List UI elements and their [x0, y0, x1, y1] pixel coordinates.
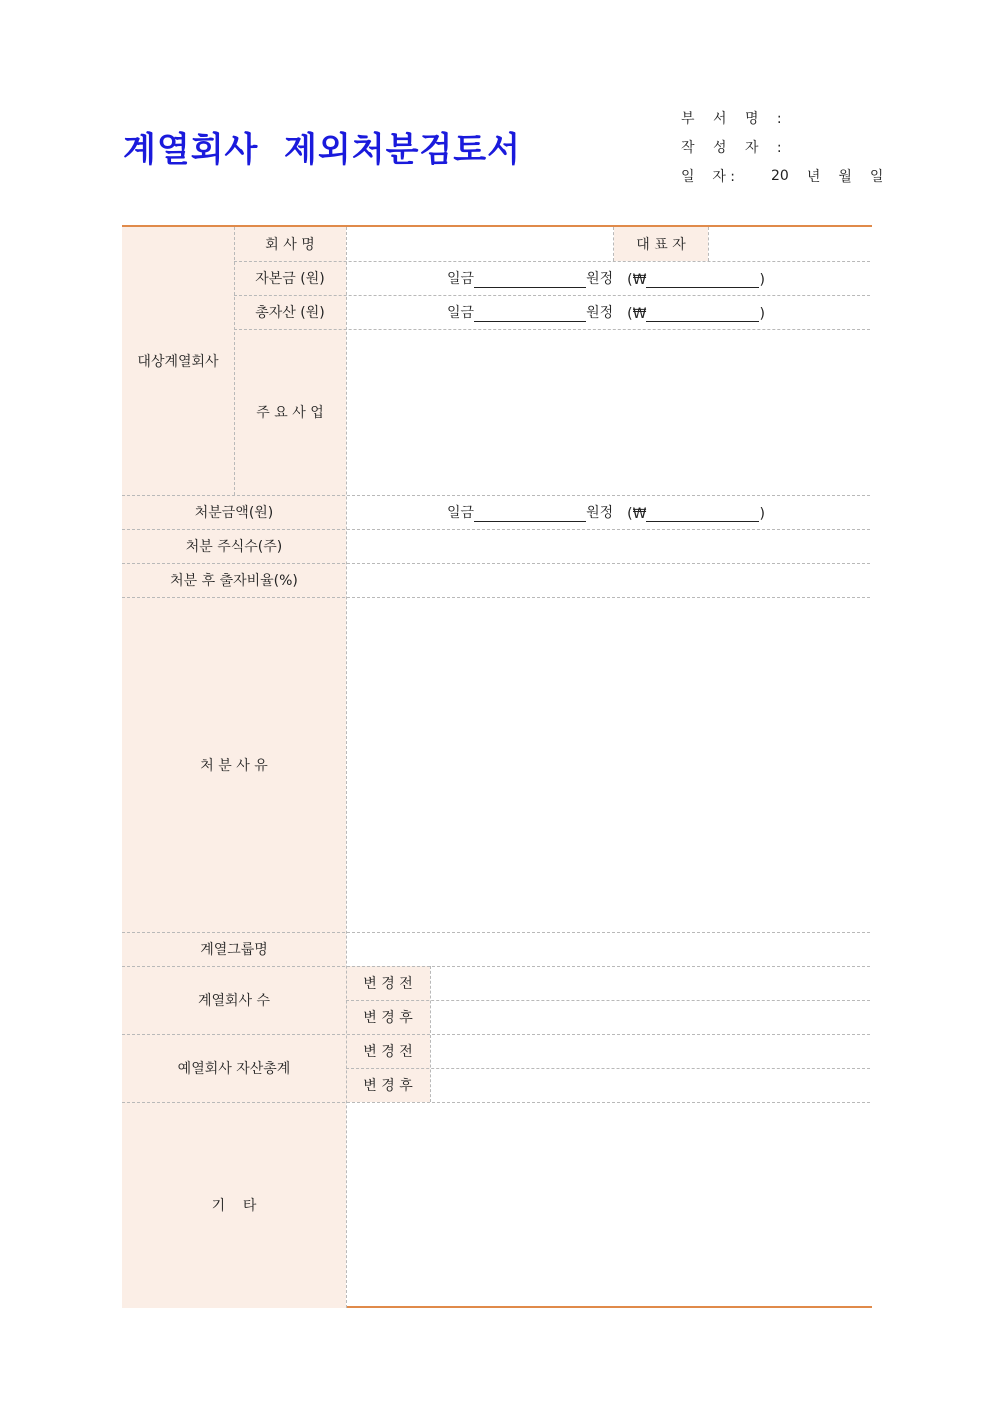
affiliate-assets-label: 예열회사 자산총계 — [122, 1034, 346, 1102]
disposal-shares-label: 처분 주식수(주) — [122, 529, 346, 563]
money-suffix: 원정 — [586, 505, 614, 521]
affiliate-count-before-field[interactable] — [431, 966, 871, 1000]
affiliate-assets-after-field[interactable] — [431, 1068, 871, 1102]
affiliate-count-after-field[interactable] — [431, 1000, 871, 1034]
won-close: ) — [759, 506, 765, 522]
amount-blank[interactable] — [474, 305, 586, 322]
date-year-unit: 년 — [806, 168, 821, 185]
affiliate-count-before-label: 변 경 전 — [346, 966, 430, 1000]
review-form — [122, 225, 872, 1308]
column-divider — [430, 966, 431, 1102]
row-divider — [122, 1102, 870, 1103]
dept-row — [681, 103, 895, 132]
main-business-label: 주 요 사 업 — [234, 329, 346, 495]
representative-field[interactable] — [709, 227, 871, 261]
won-open: (₩ — [627, 306, 647, 322]
affiliate-assets-before-field[interactable] — [431, 1034, 871, 1068]
date-year: 20 — [771, 167, 789, 184]
other-label: 기 타 — [122, 1102, 346, 1308]
group-name-field[interactable] — [347, 932, 871, 966]
disposal-reason-field[interactable] — [347, 597, 871, 932]
writer-row — [681, 132, 895, 161]
money-prefix: 일금 — [447, 505, 475, 521]
column-divider — [234, 227, 235, 495]
money-prefix: 일금 — [447, 271, 475, 287]
affiliate-assets-before-label: 변 경 전 — [346, 1034, 430, 1068]
money-suffix: 원정 — [586, 305, 614, 321]
column-divider — [708, 227, 709, 261]
row-divider — [234, 261, 870, 262]
disposal-reason-label: 처 분 사 유 — [122, 597, 346, 932]
won-close: ) — [759, 306, 765, 322]
row-divider — [122, 597, 870, 598]
column-divider — [346, 227, 347, 1308]
capital-amount-field[interactable] — [447, 268, 765, 288]
won-blank[interactable] — [646, 305, 759, 322]
total-assets-amount-field[interactable] — [447, 302, 765, 322]
other-field[interactable] — [347, 1102, 871, 1308]
won-open: (₩ — [627, 272, 647, 288]
won-blank[interactable] — [646, 505, 759, 522]
amount-blank[interactable] — [474, 271, 586, 288]
row-divider — [122, 495, 870, 496]
money-suffix: 원정 — [586, 271, 614, 287]
row-divider — [122, 529, 870, 530]
amount-blank[interactable] — [474, 505, 586, 522]
date-day-unit: 일 — [869, 168, 884, 185]
disposal-amount-label: 처분금액(원) — [122, 495, 346, 529]
dept-label: 부 서 명 : — [681, 110, 789, 127]
writer-label: 작 성 자 : — [681, 139, 789, 156]
post-ratio-label: 처분 후 출자비율(%) — [122, 563, 346, 597]
won-open: (₩ — [627, 506, 647, 522]
row-divider — [346, 1068, 870, 1069]
affiliate-count-after-label: 변 경 후 — [346, 1000, 430, 1034]
won-close: ) — [759, 272, 765, 288]
capital-label: 자본금 (원) — [234, 261, 346, 295]
representative-label: 대 표 자 — [614, 227, 708, 261]
row-divider — [234, 295, 870, 296]
company-name-field[interactable] — [347, 227, 613, 261]
date-month-unit: 월 — [838, 168, 852, 185]
date-row — [681, 161, 895, 190]
row-divider — [346, 1000, 870, 1001]
disposal-amount-field[interactable] — [447, 502, 765, 522]
row-divider — [234, 329, 870, 330]
affiliate-assets-after-label: 변 경 후 — [346, 1068, 430, 1102]
row-divider — [122, 966, 870, 967]
main-business-field[interactable] — [347, 329, 871, 495]
column-divider — [613, 227, 614, 261]
target-group-label: 대상계열회사 — [122, 227, 234, 495]
row-divider — [122, 1034, 870, 1035]
post-ratio-field[interactable] — [347, 563, 871, 597]
row-divider — [122, 563, 870, 564]
won-blank[interactable] — [646, 271, 759, 288]
total-assets-label: 총자산 (원) — [234, 295, 346, 329]
document-title: 계열회사 제외처분검토서 — [123, 130, 521, 170]
document-meta — [681, 103, 895, 190]
affiliate-count-label: 계열회사 수 — [122, 966, 346, 1034]
date-label: 일 자 : — [681, 168, 736, 185]
disposal-shares-field[interactable] — [347, 529, 871, 563]
money-prefix: 일금 — [447, 305, 475, 321]
company-name-label: 회 사 명 — [234, 227, 346, 261]
group-name-label: 계열그룹명 — [122, 932, 346, 966]
row-divider — [122, 932, 870, 933]
